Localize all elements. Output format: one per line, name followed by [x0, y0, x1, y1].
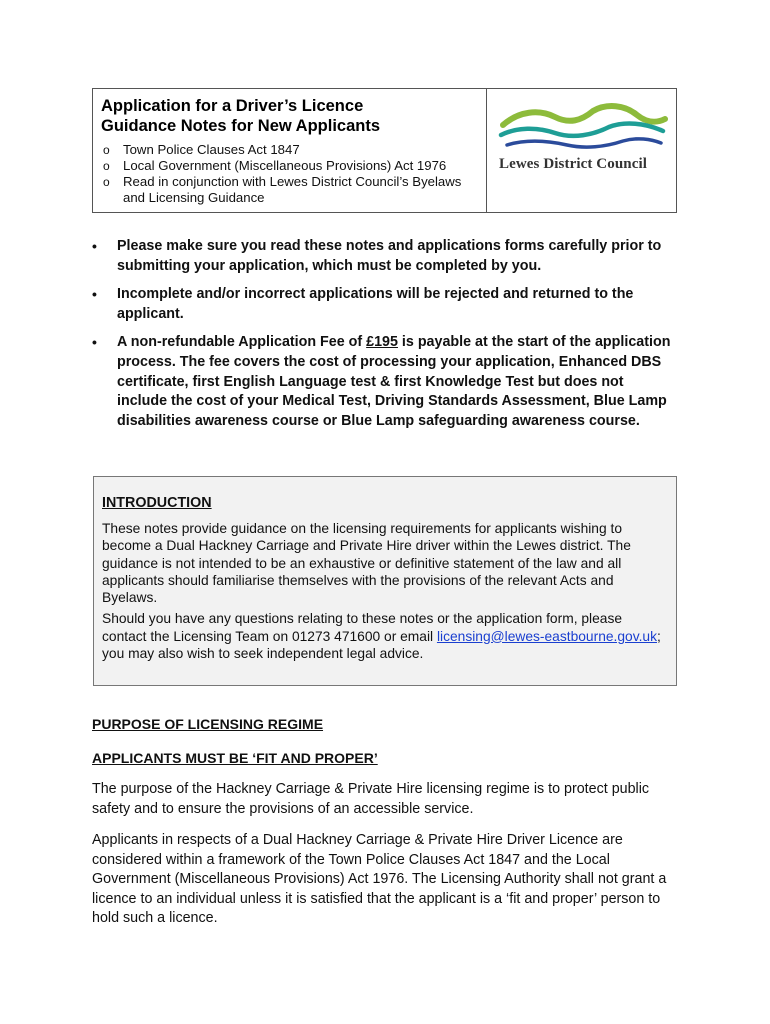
header-box [92, 88, 677, 213]
bullet-icon: • [92, 334, 97, 351]
bullet-text-post: is payable at the start of the application process. The fee covers the cost of processing your application, Enhanced DBS certificate, first English Language test & first Knowledge Test but does not include the cost of your Medical Test, Driving Standards Assessment, Blue Lamp disabilities awareness course or Blue Lamp safeguarding awareness course. [117, 334, 671, 429]
title-line-1: Application for a Driver’s Licence [101, 97, 364, 115]
bullet-read-notes [92, 237, 672, 276]
fit-proper-heading-section [92, 750, 682, 766]
important-notes-list [92, 237, 672, 440]
document-title [101, 96, 478, 136]
introduction-box [93, 476, 677, 686]
introduction-paragraph-1: These notes provide guidance on the licensing requirements for applicants wishing to become a Dual Hackney Carriage and Private Hire driver within the Lewes district. The guidance is not intended to be an exhaustive or definitive statement of the law and all applicants should familiarise themselves with the provisions of the relevant Acts and Byelaws. [102, 521, 631, 606]
bullet-text: Please make sure you read these notes and applications forms carefully prior to submitting your application, which must be completed by you. [117, 238, 662, 274]
bullet-incomplete-applications [92, 285, 672, 324]
council-logo-text: Lewes District Council [499, 156, 648, 172]
introduction-heading: INTRODUCTION [102, 495, 212, 511]
bullet-application-fee [92, 333, 672, 431]
acts-list [101, 142, 478, 206]
purpose-heading: PURPOSE OF LICENSING REGIME [92, 716, 324, 732]
framework-paragraph: Applicants in respects of a Dual Hackney Carriage & Private Hire Driver Licence are considered within a framework of the Town Police Clauses Act 1847 and the Local Government (Miscellaneous Provisions) Act 1976. The Licensing Authority shall not grant a licence to an individual unless it is satisfied that the applicant is a ‘fit and proper’ person to hold such a licence. [92, 832, 667, 927]
bullet-icon: • [92, 238, 97, 254]
introduction-paragraph-2 [102, 610, 668, 662]
bullet-icon: • [92, 286, 97, 303]
framework-paragraph-section [92, 831, 682, 929]
licensing-email-link[interactable]: licensing@lewes-eastbourne.gov.uk [436, 628, 657, 644]
title-line-2: Guidance Notes for New Applicants [101, 117, 381, 135]
act-item: o Town Police Clauses Act 1847 [101, 142, 478, 158]
council-logo-icon [497, 99, 669, 155]
contact-text-end: ; you may also wish to seek independent legal advice. [102, 628, 661, 662]
application-fee-amount: £195 [366, 334, 398, 351]
act-item: o Read in conjunction with Lewes District Council’s Byelaws and Licensing Guidance [101, 174, 478, 206]
purpose-paragraph-section [92, 780, 682, 819]
header-title-cell [93, 89, 487, 212]
purpose-paragraph: The purpose of the Hackney Carriage & Private Hire licensing regime is to protect public safety and to ensure the provisions of an accessible service. [92, 781, 650, 817]
bullet-text: Incomplete and/or incorrect applications will be rejected and returned to the applicant. [117, 286, 634, 322]
fit-and-proper-heading: APPLICANTS MUST BE ‘FIT AND PROPER’ [92, 750, 378, 766]
logo-cell [487, 89, 676, 212]
contact-text: Should you have any questions relating to these notes or the application form, please contact the Licensing Team on 01273 471600 or email [102, 611, 623, 644]
purpose-heading-section [92, 716, 682, 732]
bullet-text-pre: A non-refundable Application Fee of [117, 334, 367, 351]
act-item: o Local Government (Miscellaneous Provisions) Act 1976 [101, 158, 478, 174]
